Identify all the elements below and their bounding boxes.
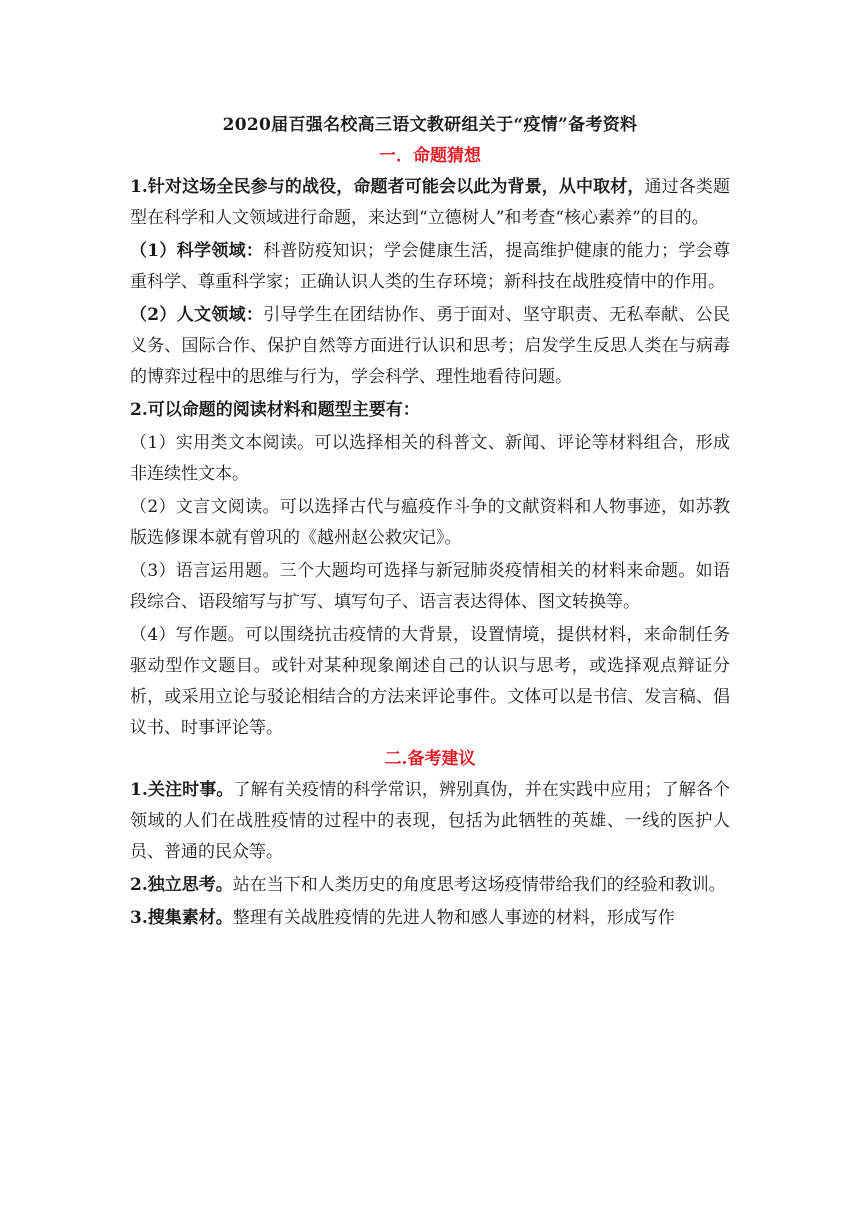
paragraph-collect-materials-lead: 3.搜集素材。 [130,908,233,928]
paragraph-science [130,236,730,298]
paragraph-humanities-lead: （2）人文领域： [130,305,264,325]
paragraph-intro-text: 通过各类题型在科学和人文领域进行命题，来达到“立德树人”和考查“核心素养”的目的。 [130,177,730,228]
paragraph-language-use: （3）语言运用题。三个大题均可选择与新冠肺炎疫情相关的材料来命题。如语段综合、语段缩写与扩写、填写句子、语言表达得体、图文转换等。 [130,561,730,612]
paragraph-current-events [130,775,730,868]
paragraph-question-types: 2.可以命题的阅读材料和题型主要有： [130,400,420,420]
section-heading-suggestions: 二.备考建议 [384,749,476,769]
paragraph-independent-thinking-lead: 2.独立思考。 [130,875,233,895]
paragraph-science-text: 科普防疫知识；学会健康生活，提高维护健康的能力；学会尊重科学、尊重科学家；正确认识人类的生存环境；新科技在战胜疫情中的作用。 [130,241,730,292]
paragraph-collect-materials [130,903,730,934]
paragraph-intro [130,172,730,234]
paragraph-science-lead: （1）科学领域： [130,241,264,261]
paragraph-writing: （4）写作题。可以围绕抗击疫情的大背景，设置情境，提供材料，来命制任务驱动型作文题目。或针对某种现象阐述自己的认识与思考，或选择观点辩证分析，或采用立论与驳论相结合的方法来评论事件。文体可以是书信、发言稿、倡议书、时事评论等。 [130,625,730,738]
document-body [130,110,730,934]
paragraph-practical-reading: （1）实用类文本阅读。可以选择相关的科普文、新闻、评论等材料组合，形成非连续性文本。 [130,433,730,484]
paragraph-independent-thinking [130,870,730,901]
paragraph-intro-lead: 1.针对这场全民参与的战役，命题者可能会以此为背景，从中取材， [130,177,645,197]
paragraph-collect-materials-text: 整理有关战胜疫情的先进人物和感人事迹的材料，形成写作 [232,908,675,928]
paragraph-independent-thinking-text: 站在当下和人类历史的角度思考这场疫情带给我们的经验和教训。 [232,875,726,895]
paragraph-humanities [130,300,730,393]
paragraph-humanities-text: 引导学生在团结协作、勇于面对、坚守职责、无私奉献、公民义务、国际合作、保护自然等方面进行认识和思考；启发学生反思人类在与病毒的博弈过程中的思维与行为，学会科学、理性地看待问题。 [130,305,730,387]
document-title: 2020届百强名校高三语文教研组关于“疫情”备考资料 [222,115,638,135]
section-heading-predictions: 一．命题猜想 [379,146,481,166]
paragraph-classical-reading: （2）文言文阅读。可以选择古代与瘟疫作斗争的文献资料和人物事迹，如苏教版选修课本就有曾巩的《越州赵公救灾记》。 [130,497,730,548]
paragraph-current-events-text: 了解有关疫情的科学常识，辨别真伪，并在实践中应用；了解各个领域的人们在战胜疫情的过程中的表现，包括为此牺牲的英雄、一线的医护人员、普通的民众等。 [130,780,730,862]
paragraph-current-events-lead: 1.关注时事。 [130,780,234,800]
